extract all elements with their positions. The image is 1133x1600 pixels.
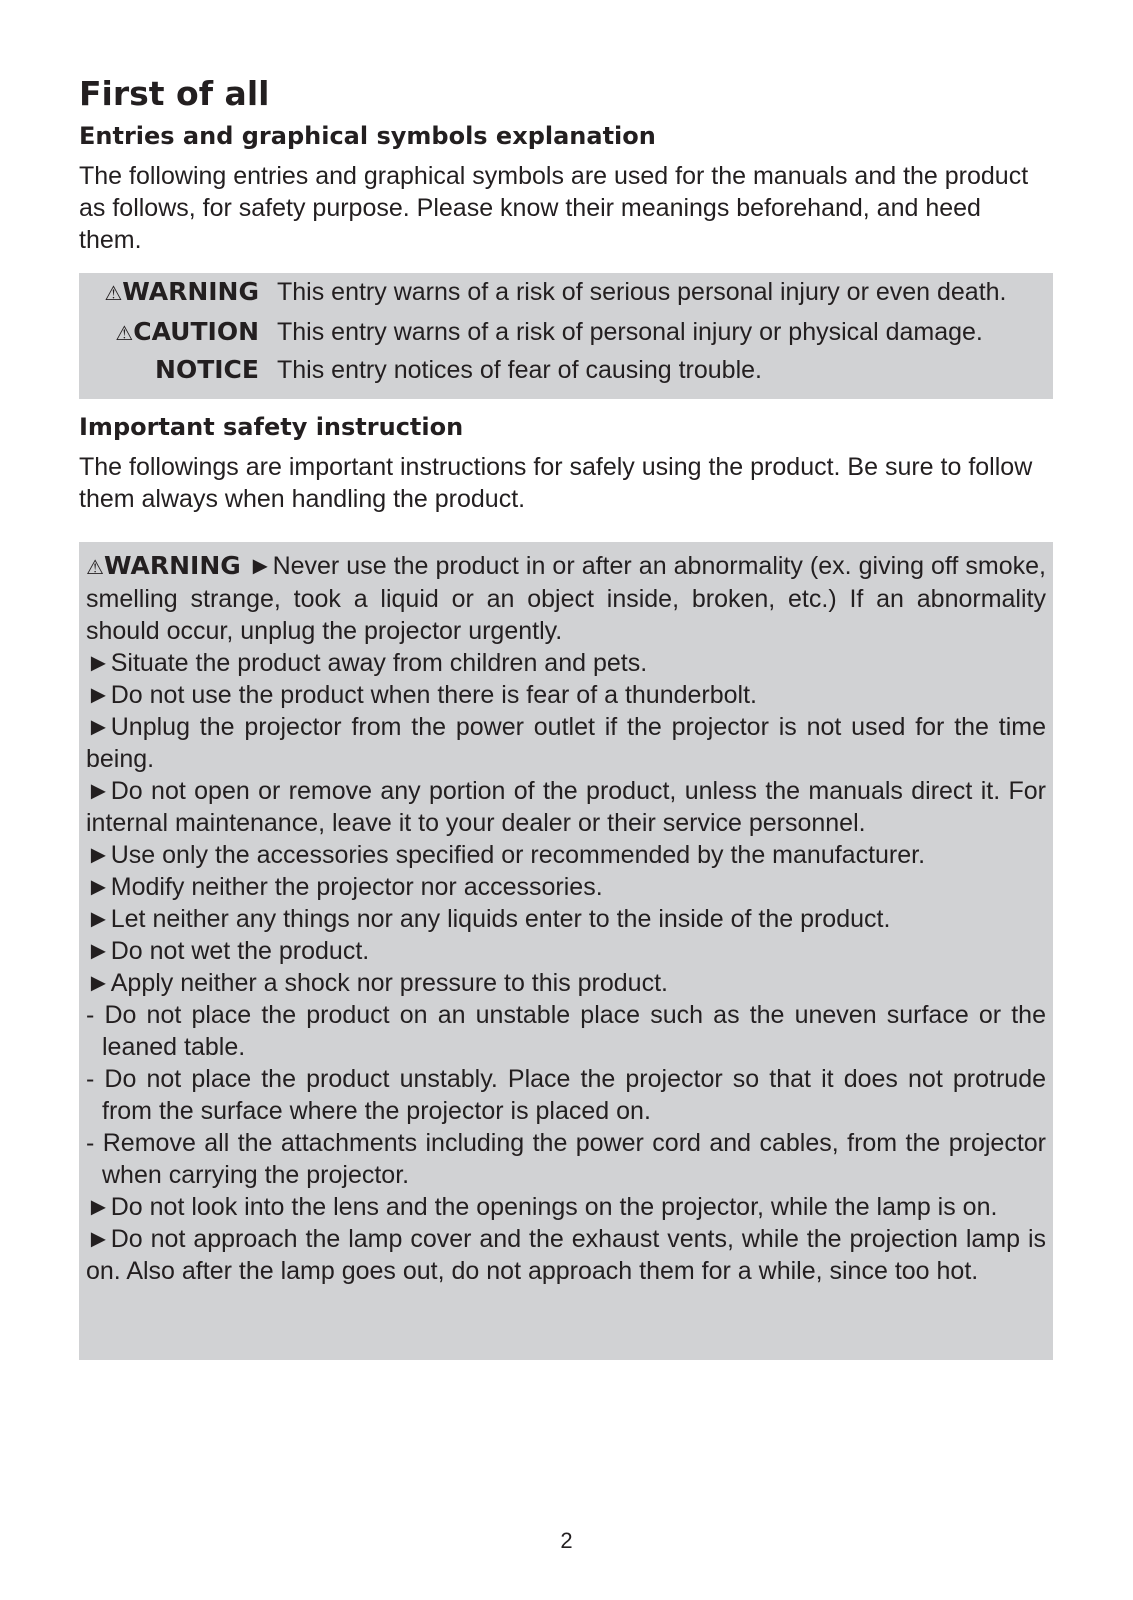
warning-item: ►Unplug the projector from the power outlet if the projector is not used for the time being. bbox=[86, 713, 1046, 773]
safety-warning-box bbox=[79, 542, 1053, 1360]
warning-item: ►Do not approach the lamp cover and the exhaust vents, while the projection lamp is on. Also after the lamp goes out, do not approach them for a while, since too hot. bbox=[86, 1225, 1046, 1285]
safety-warning-list bbox=[86, 550, 1046, 1287]
warning-item: ►Do not wet the product. bbox=[86, 937, 370, 965]
safety-intro-paragraph: The followings are important instructions for safely using the product. Be sure to follow them always when handling the product. bbox=[79, 453, 1033, 513]
warning-item: ►Do not open or remove any portion of the product, unless the manuals direct it. For internal maintenance, leave it to your dealer or their service personnel. bbox=[86, 777, 1046, 837]
legend-description-notice: This entry notices of fear of causing trouble. bbox=[277, 356, 762, 384]
legend-row-notice bbox=[79, 355, 1053, 385]
warning-item: ►Use only the accessories specified or recommended by the manufacturer. bbox=[86, 841, 926, 869]
warning-item: ►Situate the product away from children and pets. bbox=[86, 649, 648, 677]
warning-triangle-icon: ⚠ bbox=[104, 281, 123, 305]
warning-subitem: - Do not place the product on an unstable place such as the uneven surface or the leaned table. bbox=[86, 1001, 1046, 1061]
caution-triangle-icon: ⚠ bbox=[115, 321, 134, 345]
legend-row-caution bbox=[79, 317, 1053, 347]
legend-term-notice: NOTICE bbox=[155, 355, 259, 384]
warning-item: ►Do not use the product when there is fear of a thunderbolt. bbox=[86, 681, 757, 709]
section-heading-safety: Important safety instruction bbox=[79, 413, 464, 441]
page-title: First of all bbox=[79, 74, 270, 113]
warning-triangle-icon: ⚠ bbox=[86, 555, 105, 579]
warning-label: ⚠WARNING bbox=[86, 551, 241, 580]
legend-description-caution: This entry warns of a risk of personal injury or physical damage. bbox=[277, 318, 983, 346]
symbol-legend-box bbox=[79, 273, 1053, 399]
warning-item: ►Apply neither a shock nor pressure to this product. bbox=[86, 969, 668, 997]
warning-item: ►Modify neither the projector nor accessories. bbox=[86, 873, 603, 901]
legend-term-caution: ⚠CAUTION bbox=[115, 317, 259, 346]
warning-subitem: - Do not place the product unstably. Place the projector so that it does not protrude from the surface where the projector is placed on. bbox=[86, 1065, 1046, 1125]
legend-row-warning bbox=[79, 277, 1053, 307]
warning-item: ►Let neither any things nor any liquids enter to the inside of the product. bbox=[86, 905, 891, 933]
warning-item: ►Do not look into the lens and the openings on the projector, while the lamp is on. bbox=[86, 1193, 998, 1221]
page-number: 2 bbox=[560, 1528, 573, 1553]
warning-subitem: - Remove all the attachments including the power cord and cables, from the projector when carrying the projector. bbox=[86, 1129, 1046, 1189]
section-heading-symbols: Entries and graphical symbols explanation bbox=[79, 122, 656, 150]
symbols-intro-paragraph: The following entries and graphical symbols are used for the manuals and the product as follows, for safety purpose. Please know their meanings beforehand, and heed them. bbox=[79, 162, 1029, 254]
warning-item: ⚠WARNING ►Never use the product in or after an abnormality (ex. giving off smoke, smelling strange, took a liquid or an object inside, broken, etc.) If an abnormality should occur, unplug the projector urgently. bbox=[86, 551, 1047, 645]
legend-term-warning: ⚠WARNING bbox=[104, 277, 259, 306]
legend-description-warning: This entry warns of a risk of serious personal injury or even death. bbox=[277, 278, 1007, 306]
